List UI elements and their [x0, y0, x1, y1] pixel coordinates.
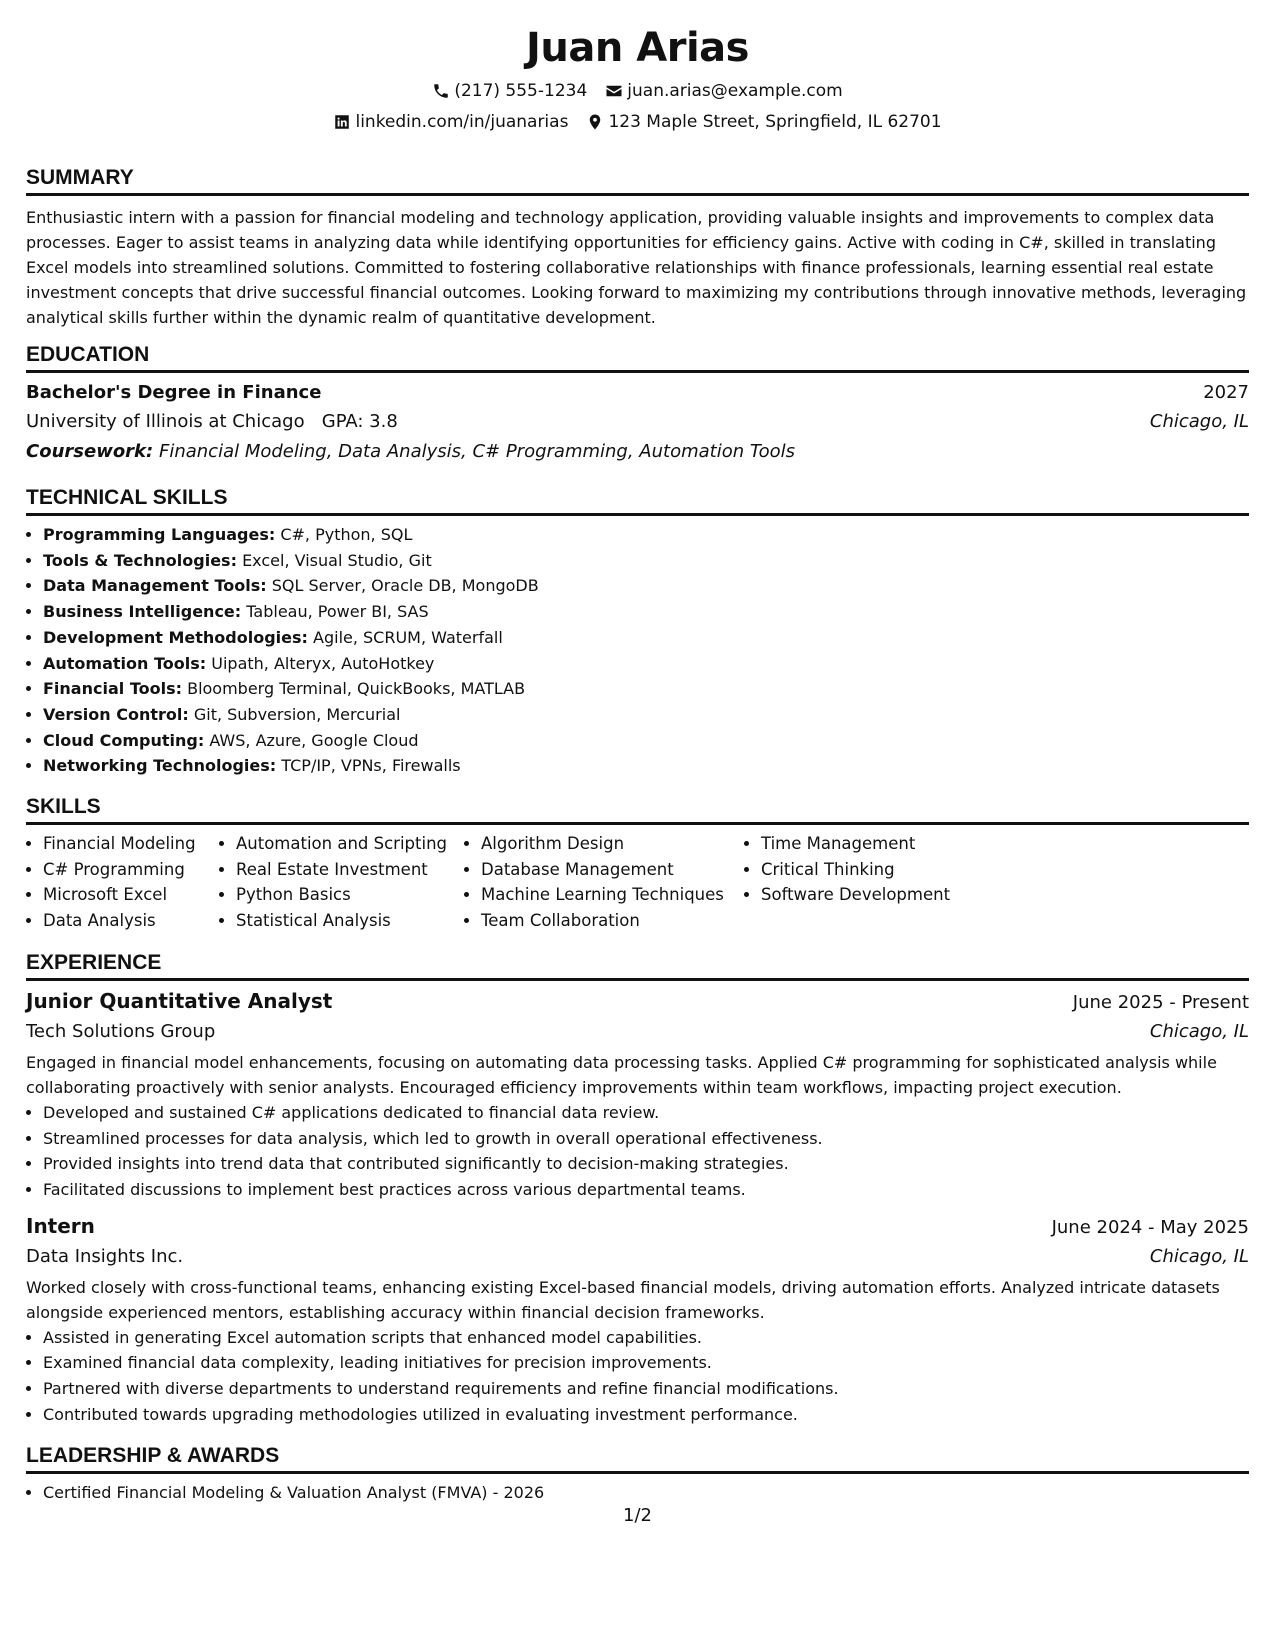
gpa: GPA: 3.8 — [321, 411, 398, 432]
list-item — [43, 702, 1249, 728]
technical-skills-list — [26, 522, 1249, 779]
leadership-section — [26, 1443, 1249, 1506]
list-item — [43, 573, 1249, 599]
candidate-name: Juan Arias — [526, 25, 749, 71]
education-row-1 — [26, 379, 1249, 407]
linkedin-text[interactable]: linkedin.com/in/juanarias — [355, 112, 569, 132]
list-item: • Algorithm Design — [481, 831, 744, 857]
page-number: 1/2 — [623, 1505, 652, 1526]
job-1-bullets — [26, 1100, 1249, 1203]
list-item — [43, 599, 1249, 625]
job-2-bullets — [26, 1325, 1249, 1428]
job-1-role: Junior Quantitative Analyst — [26, 988, 333, 1013]
school: University of Illinois at Chicago — [26, 411, 305, 432]
address-text: 123 Maple Street, Springfield, IL 62701 — [608, 112, 942, 132]
list-item: • Critical Thinking — [761, 857, 1001, 883]
list-item: • Team Collaboration — [481, 908, 744, 934]
job-2-location: Chicago, IL — [1149, 1245, 1249, 1267]
summary-text: Enthusiastic intern with a passion for financial modeling and technology application, providing valuable insights and improvements to complex data processes. Eager to assist teams in analyzing data while identifying opportunities for efficiency gains. Active with coding in C#, skilled in translating Excel models into streamlined solutions. Committed to fostering collaborative relationships with finance professionals, learning essential real estate investment concepts that drive successful financial outcomes. Looking forward to maximizing my contributions through innovative methods, leveraging analytical skills further within the dynamic realm of quantitative development. — [26, 208, 1247, 327]
list-item — [43, 728, 1249, 754]
education-heading: EDUCATION — [26, 342, 1249, 373]
skill-value: Agile, SCRUM, Waterfall — [313, 627, 503, 647]
contact-line-1 — [26, 80, 1249, 102]
job-1-location: Chicago, IL — [1149, 1020, 1249, 1042]
contact-line-2 — [26, 111, 1249, 133]
envelope-icon — [605, 82, 623, 100]
skill-label: Tools & Technologies: — [43, 550, 237, 570]
job-entry-1 — [26, 987, 1249, 1203]
skill-value: AWS, Azure, Google Cloud — [209, 730, 419, 750]
skills-column-2 — [219, 831, 464, 934]
list-item: • Partnered with diverse departments to understand requirements and refine financial modifications. — [43, 1376, 1249, 1402]
list-item: • Examined financial data complexity, leading initiatives for precision improvements. — [43, 1350, 1249, 1376]
job-2-dates: June 2024 - May 2025 — [1051, 1216, 1249, 1238]
skills-column-4 — [744, 831, 1001, 934]
job-1-row-2 — [26, 1017, 1249, 1047]
list-item: • Contributed towards upgrading methodologies utilized in evaluating investment performance. — [43, 1402, 1249, 1428]
list-item: • Facilitated discussions to implement best practices across various departmental teams. — [43, 1177, 1249, 1203]
job-1-description: Engaged in financial model enhancements, focusing on automating data processing tasks. Applied C# programming for sophisticated analysis while collaborating proactively with senior analysts. Encouraged efficiency improvements within team workflows, impacting project execution. — [26, 1052, 1217, 1097]
skill-value: Uipath, Alteryx, AutoHotkey — [211, 653, 435, 673]
skill-label: Cloud Computing: — [43, 730, 205, 750]
experience-heading: EXPERIENCE — [26, 950, 1249, 981]
list-item: • Assisted in generating Excel automation scripts that enhanced model capabilities. — [43, 1325, 1249, 1351]
list-item — [43, 625, 1249, 651]
education-section — [26, 342, 1249, 467]
list-item: • Machine Learning Techniques — [481, 882, 744, 908]
job-entry-2 — [26, 1212, 1249, 1428]
job-2-role: Intern — [26, 1213, 95, 1238]
job-1-dates: June 2025 - Present — [1072, 991, 1249, 1013]
education-row-2 — [26, 407, 1249, 437]
contact-address — [586, 111, 941, 133]
school-line — [26, 407, 398, 437]
skills-section — [26, 794, 1249, 934]
phone-icon — [432, 82, 450, 100]
contact-phone — [432, 80, 587, 102]
skill-label: Version Control: — [43, 704, 189, 724]
list-item: • Microsoft Excel — [43, 882, 219, 908]
job-2-description: Worked closely with cross-functional teams, enhancing existing Excel-based financial models, driving automation efforts. Analyzed intricate datasets alongside experienced mentors, establishing accuracy within financial decision frameworks. — [26, 1277, 1220, 1322]
skill-value: Excel, Visual Studio, Git — [242, 550, 432, 570]
experience-section — [26, 950, 1249, 1428]
coursework-label: Coursework: — [26, 441, 154, 462]
list-item: • Automation and Scripting — [236, 831, 464, 857]
coursework-line — [26, 437, 1249, 467]
list-item: • Data Analysis — [43, 908, 219, 934]
skill-label: Programming Languages: — [43, 525, 276, 544]
list-item: • Streamlined processes for data analysis, which led to growth in overall operational effectiveness. — [43, 1126, 1249, 1152]
leadership-heading: LEADERSHIP & AWARDS — [26, 1443, 1249, 1474]
skill-label: Business Intelligence: — [43, 602, 242, 622]
list-item — [43, 522, 1249, 548]
degree: Bachelor's Degree in Finance — [26, 382, 322, 403]
summary-section — [26, 165, 1249, 330]
linkedin-icon — [333, 113, 351, 131]
list-item: • Database Management — [481, 857, 744, 883]
list-item — [43, 753, 1249, 779]
skills-heading: SKILLS — [26, 794, 1249, 825]
technical-skills-heading: TECHNICAL SKILLS — [26, 485, 1249, 516]
list-item: • Software Development — [761, 882, 1001, 908]
summary-heading: SUMMARY — [26, 165, 1249, 196]
job-2-row-2 — [26, 1242, 1249, 1272]
skill-value: Git, Subversion, Mercurial — [193, 704, 401, 724]
skill-label: Development Methodologies: — [43, 627, 308, 647]
skill-label: Networking Technologies: — [43, 756, 277, 776]
education-location: Chicago, IL — [1149, 411, 1249, 432]
list-item: • C# Programming — [43, 857, 219, 883]
list-item: • Developed and sustained C# applications dedicated to financial data review. — [43, 1100, 1249, 1126]
skill-label: Financial Tools: — [43, 679, 182, 699]
list-item: • Financial Modeling — [43, 831, 219, 857]
leadership-list — [26, 1480, 1249, 1506]
list-item — [43, 651, 1249, 677]
phone-text: (217) 555-1234 — [454, 81, 588, 101]
skills-column-3 — [464, 831, 744, 934]
job-2-row-1 — [26, 1212, 1249, 1242]
coursework-list: Financial Modeling, Data Analysis, C# Programming, Automation Tools — [158, 441, 796, 462]
skill-value: C#, Python, SQL — [280, 525, 413, 544]
technical-skills-section — [26, 485, 1249, 779]
job-1-row-1 — [26, 987, 1249, 1017]
skill-value: Tableau, Power BI, SAS — [246, 602, 429, 622]
skill-value: TCP/IP, VPNs, Firewalls — [281, 756, 461, 776]
skill-label: Data Management Tools: — [43, 576, 267, 596]
job-2-company: Data Insights Inc. — [26, 1245, 184, 1267]
email-text[interactable]: juan.arias@example.com — [627, 81, 843, 101]
list-item: • Time Management — [761, 831, 1001, 857]
resume-header — [26, 0, 1249, 133]
skills-column-1 — [26, 831, 219, 934]
skill-value: SQL Server, Oracle DB, MongoDB — [271, 576, 539, 596]
list-item: • Python Basics — [236, 882, 464, 908]
contact-email[interactable] — [605, 80, 842, 102]
map-pin-icon — [586, 113, 604, 131]
list-item: • Provided insights into trend data that contributed significantly to decision-making strategies. — [43, 1151, 1249, 1177]
list-item: • Certified Financial Modeling & Valuation Analyst (FMVA) - 2026 — [43, 1480, 1249, 1506]
skill-label: Automation Tools: — [43, 653, 207, 673]
job-1-company: Tech Solutions Group — [26, 1020, 216, 1042]
list-item: • Real Estate Investment — [236, 857, 464, 883]
list-item — [43, 548, 1249, 574]
list-item — [43, 676, 1249, 702]
list-item: • Statistical Analysis — [236, 908, 464, 934]
skills-columns — [26, 831, 1249, 934]
skill-value: Bloomberg Terminal, QuickBooks, MATLAB — [187, 679, 526, 699]
contact-linkedin[interactable] — [333, 111, 568, 133]
graduation-year: 2027 — [1203, 382, 1249, 403]
